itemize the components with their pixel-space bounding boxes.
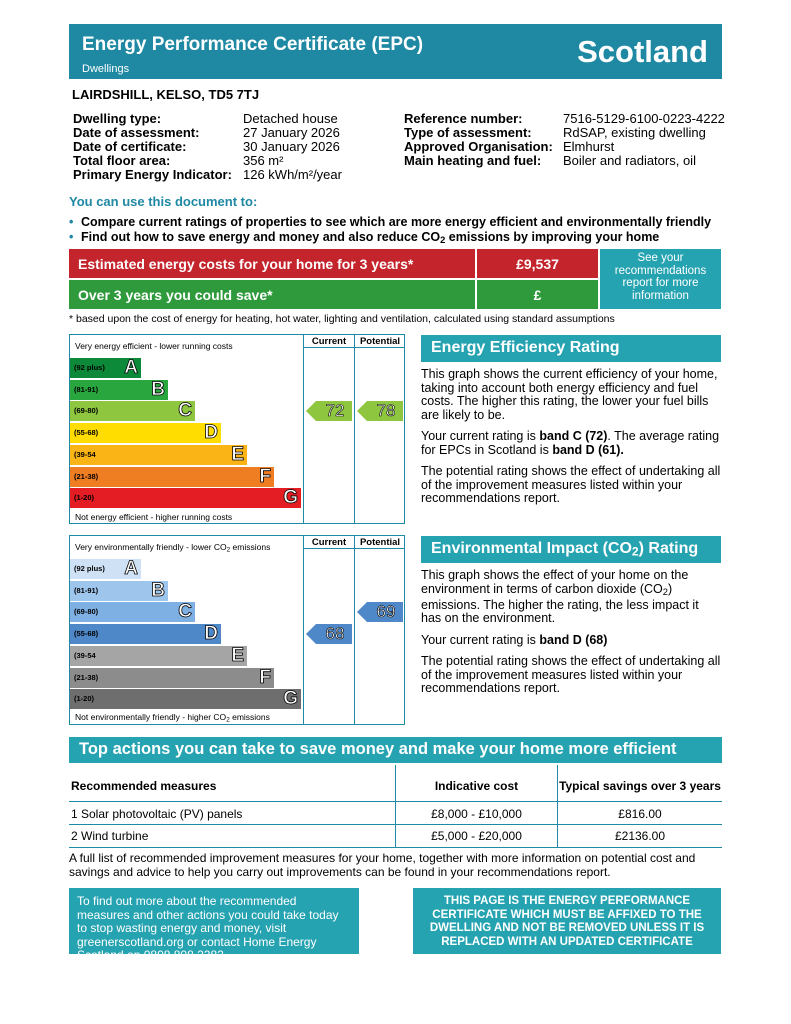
text-run: Very environmentally friendly - lower CO (75, 542, 227, 552)
see-recommendations-link[interactable]: See your recommendations report for more information (600, 249, 721, 309)
header-divider (304, 548, 404, 549)
band-range: (69-80) (74, 406, 99, 416)
details-right-labels (404, 112, 564, 168)
subscript: 2 (440, 234, 446, 245)
detail-value: Detached house (243, 111, 338, 126)
detail-label: Reference number: (404, 111, 523, 126)
text-run: Your current rating is (421, 429, 540, 443)
full-list-note: A full list of recommended improvement measures for your home, together with more information on potential cost and savings and advice to help you carry out improvements can be found in your recommendations report. (69, 851, 696, 879)
measure-saving: £2136.00 (614, 829, 666, 843)
property-address: LAIRDSHILL, KELSO, TD5 7TJ (72, 87, 260, 102)
text-run: Your current rating is (421, 632, 540, 647)
environmental-impact-chart (69, 535, 405, 725)
energy-potential-paragraph: The potential rating shows the effect of undertaking all of the improvement measures listed within your recommendations report. (421, 464, 721, 505)
top-actions-title: Top actions you can take to save money and make your home more efficient (69, 737, 722, 763)
column-divider (354, 335, 355, 523)
header-savings: Typical savings over 3 years (559, 779, 721, 793)
bullet-icon: • (69, 215, 74, 229)
chart-bottom-label (75, 712, 270, 723)
band-letter: G (283, 487, 298, 509)
header-measures: Recommended measures (71, 779, 217, 793)
rating-band-g (70, 689, 301, 709)
subscript: 2 (662, 586, 668, 597)
epc-header (69, 24, 722, 79)
rating-band-d (70, 423, 221, 443)
band-letter: F (259, 465, 271, 487)
certificate-notice: THIS PAGE IS THE ENERGY PERFORMANCE CERTIFICATE WHICH MUST BE AFFIXED TO THE DWELLING AND NOT BE REMOVED UNLESS IT IS REPLACED WITH AN UPDATED CERTIFICATE (413, 888, 721, 954)
rating-band-e (70, 445, 247, 465)
detail-value: 27 January 2026 (243, 125, 340, 140)
environment-panel-title (421, 536, 721, 563)
rating-band-b (70, 581, 168, 601)
band-range: (55-68) (74, 428, 99, 438)
band-letter: C (178, 400, 192, 422)
current-column-header: Current (311, 537, 347, 548)
column-divider (303, 335, 304, 523)
band-range: (39-54 (74, 650, 96, 660)
energy-panel-text (421, 368, 721, 514)
environment-panel-text (421, 569, 721, 704)
energy-efficiency-chart (69, 334, 405, 524)
band-range: (69-80) (74, 607, 99, 617)
energy-rating-paragraph (421, 430, 721, 457)
potential-column-header: Potential (359, 537, 401, 548)
subscript: 2 (631, 544, 639, 559)
detail-value: Boiler and radiators, oil (563, 153, 696, 168)
bullet-item (69, 230, 711, 248)
band-range: (55-68) (74, 629, 99, 639)
details-right-values (563, 112, 733, 168)
detail-value: 126 kWh/m²/year (243, 167, 342, 182)
band-range: (92 plus) (74, 564, 105, 573)
estimated-cost-label: Estimated energy costs for your home for 3 years* (78, 256, 414, 272)
current-band: band D (68) (539, 632, 608, 647)
band-letter: B (151, 378, 165, 400)
detail-value: 30 January 2026 (243, 139, 340, 154)
rating-band-c (70, 602, 195, 622)
band-letter: F (259, 666, 271, 688)
bullet-item (69, 215, 711, 230)
env-paragraph (421, 569, 721, 626)
detail-label: Total floor area: (73, 153, 171, 168)
bullet-text: Compare current ratings of properties to see which are more energy efficient and environmentally friendly (81, 215, 712, 229)
potential-rating-arrow (357, 401, 403, 421)
detail-value: RdSAP, existing dwelling (563, 125, 706, 140)
env-rating-paragraph (421, 634, 721, 648)
band-letter: D (204, 422, 218, 444)
current-rating-arrow (306, 624, 352, 644)
band-range: (92 plus) (74, 363, 105, 372)
estimated-cost-row (69, 249, 475, 278)
text-run: Not environmentally friendly - higher CO (75, 711, 227, 722)
band-range: (1-20) (74, 493, 95, 503)
detail-label: Date of assessment: (73, 125, 200, 140)
text-run: . The average rating for EPCs in Scotland is (421, 429, 720, 457)
subscript: 2 (226, 546, 231, 554)
band-range: (1-20) (74, 694, 95, 704)
bullet-icon: • (69, 230, 74, 244)
rating-band-f (70, 668, 274, 688)
header-cost: Indicative cost (434, 779, 519, 793)
detail-value: 356 m² (243, 153, 284, 168)
detail-label: Date of certificate: (73, 139, 187, 154)
band-letter: E (231, 644, 244, 666)
savings-value: £ (533, 287, 542, 303)
details-left-values (243, 112, 403, 182)
rating-band-c (70, 401, 195, 421)
more-info-box: To find out more about the recommended measures and other actions you could take today to stop wasting energy and money, visit greenerscotland.org or contact Home Energy Scotland on 0808 808 2282. (69, 888, 359, 954)
potential-rating-arrow-value: 69 (376, 602, 396, 622)
text-run: ) emissions. The higher the rating, the less impact it has on the environment. (421, 581, 699, 626)
band-range: (81-91) (74, 585, 99, 595)
energy-paragraph: This graph shows the current efficiency of your home, taking into account both energy efficiency and fuel costs. The higher this rating, the lower your fuel bills are likely to be. (421, 367, 718, 422)
bullet-text: Find out how to save energy and money and also reduce CO (81, 230, 441, 244)
column-divider (354, 536, 355, 724)
rating-band-b (70, 380, 168, 400)
potential-column-header: Potential (359, 336, 401, 347)
band-letter: B (151, 579, 165, 601)
band-letter: C (178, 601, 192, 623)
potential-rating-arrow-value: 78 (376, 401, 396, 421)
savings-label: Over 3 years you could save* (78, 287, 273, 303)
measure-name: 1 Solar photovoltaic (PV) panels (71, 807, 243, 821)
measure-cost: £8,000 - £10,000 (431, 807, 522, 821)
rating-band-a (70, 358, 141, 378)
details-left-labels (73, 112, 243, 182)
chart-top-label (75, 542, 270, 553)
table-row-divider (69, 847, 722, 848)
env-potential-paragraph: The potential rating shows the effect of undertaking all of the improvement measures listed within your recommendations report. (421, 654, 721, 696)
band-letter: A (124, 558, 138, 579)
band-letter: D (204, 623, 218, 645)
text-run: Environmental Impact (CO (431, 540, 632, 557)
band-letter: G (283, 688, 298, 710)
energy-panel-title: Energy Efficiency Rating (421, 335, 721, 362)
band-range: (81-91) (74, 384, 99, 394)
chart-bottom-label: Not energy efficient - higher running costs (75, 512, 233, 522)
current-band: band C (72) (539, 429, 608, 443)
band-letter: E (231, 443, 244, 465)
subscript: 2 (226, 716, 230, 723)
savings-cell (477, 280, 598, 309)
savings-row (69, 280, 475, 309)
estimated-cost-cell (477, 249, 598, 278)
use-bullets (69, 215, 711, 248)
rating-band-a (70, 559, 141, 579)
rating-band-d (70, 624, 221, 644)
detail-value: Elmhurst (563, 139, 615, 154)
text-run: This graph shows the effect of your home on the environment in terms of carbon dioxide (CO (421, 568, 689, 596)
potential-rating-arrow (357, 602, 403, 622)
header-divider (304, 347, 404, 348)
measure-name: 2 Wind turbine (71, 829, 149, 843)
use-document-title: You can use this document to: (69, 194, 258, 209)
rating-band-e (70, 646, 247, 666)
bullet-text: emissions by improving your home (445, 230, 660, 244)
table-row-divider (69, 801, 722, 802)
current-rating-arrow (306, 401, 352, 421)
current-rating-arrow-value: 72 (325, 401, 345, 421)
table-row-divider (69, 824, 722, 825)
measure-cost: £5,000 - £20,000 (431, 829, 522, 843)
chart-top-label: Very energy efficient - lower running costs (75, 341, 233, 351)
current-column-header: Current (311, 336, 347, 347)
certificate-subtitle: Dwellings (82, 63, 130, 75)
detail-label: Approved Organisation: (404, 139, 553, 154)
rating-band-f (70, 467, 274, 487)
band-letter: A (124, 357, 138, 378)
band-range: (39-54 (74, 449, 96, 459)
average-band: band D (61). (552, 442, 624, 457)
text-run: emissions (230, 542, 271, 552)
band-range: (21-38) (74, 471, 99, 481)
detail-label: Main heating and fuel: (404, 153, 542, 168)
detail-label: Primary Energy Indicator: (73, 167, 232, 182)
certificate-title: Energy Performance Certificate (EPC) (82, 34, 424, 55)
current-rating-arrow-value: 68 (325, 624, 345, 644)
measure-saving: £816.00 (618, 807, 662, 821)
rating-band-g (70, 488, 301, 508)
country-label: Scotland (577, 34, 708, 69)
detail-label: Type of assessment: (404, 125, 532, 140)
text-run: ) Rating (638, 540, 699, 557)
detail-value: 7516-5129-6100-0223-4222 (563, 111, 725, 126)
estimated-cost-value: £9,537 (516, 256, 559, 272)
text-run: emissions (229, 711, 270, 722)
column-divider (303, 536, 304, 724)
band-range: (21-38) (74, 672, 99, 682)
cost-footnote: * based upon the cost of energy for heating, hot water, lighting and ventilation, calculated using standard assumptions (69, 313, 615, 325)
detail-label: Dwelling type: (73, 111, 162, 126)
